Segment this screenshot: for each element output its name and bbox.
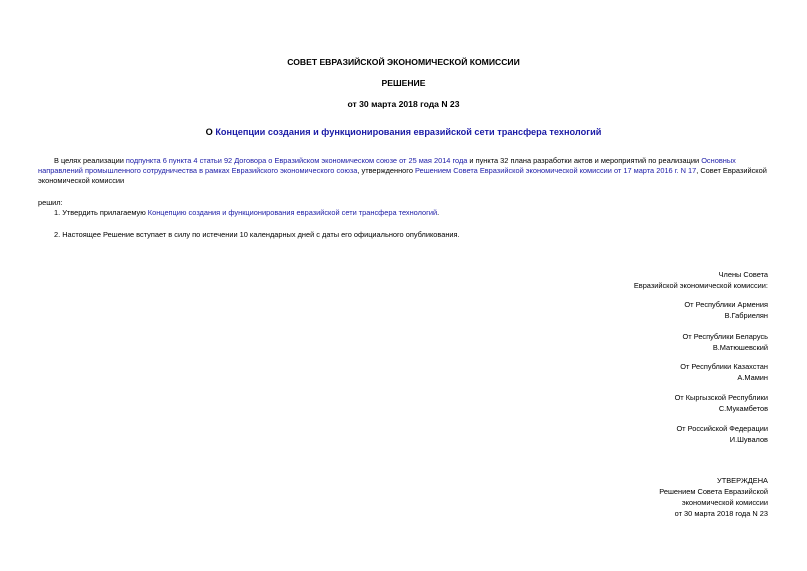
doc-title-prefix: О — [205, 127, 216, 137]
member-country: От Республики Беларусь — [682, 332, 768, 341]
preamble-text-3: , утвержденного — [357, 166, 415, 175]
item-1 — [38, 208, 770, 218]
member-name: В.Матюшевский — [712, 343, 768, 352]
item-2 — [38, 230, 770, 240]
approval-line-3: экономической комиссии — [681, 498, 768, 507]
member-russia — [508, 424, 768, 446]
link-treaty-article[interactable]: подпункта 6 пункта 4 статьи 92 Договора о Евразийском экономическом союзе от 25 мая 2014 года — [125, 156, 468, 165]
link-council-decision[interactable]: Решением Совета Евразийской экономической комиссии от 17 марта 2016 г. N 17 — [414, 166, 697, 175]
members-line-1: Члены Совета — [718, 270, 768, 279]
approval-line-4: от 30 марта 2018 года N 23 — [674, 509, 768, 518]
doc-date-heading: от 30 марта 2018 года N 23 — [347, 99, 460, 109]
member-country: От Республики Армения — [684, 300, 768, 309]
approval-line-2: Решением Совета Евразийской — [659, 487, 768, 496]
member-name: А.Мамин — [737, 373, 768, 382]
preamble-text-2: и пункта 32 плана разработки актов и мероприятий по реализации — [467, 156, 702, 165]
item-1-prefix: 1. Утвердить прилагаемую — [54, 208, 148, 217]
member-name: В.Габриелян — [724, 311, 768, 320]
member-belarus — [508, 332, 768, 354]
member-kazakhstan — [508, 362, 768, 384]
doc-type-heading: РЕШЕНИЕ — [381, 78, 426, 88]
member-armenia — [508, 300, 768, 322]
member-kyrgyzstan — [508, 393, 768, 415]
member-name: И.Шувалов — [729, 435, 768, 444]
approval-block — [508, 476, 768, 520]
preamble-text-1: В целях реализации — [54, 156, 126, 165]
preamble-text-4: , Совет Евразийской экономической комиссии — [38, 166, 767, 185]
org-heading: СОВЕТ ЕВРАЗИЙСКОЙ ЭКОНОМИЧЕСКОЙ КОМИССИИ — [287, 57, 520, 67]
link-concept[interactable]: Концепцию создания и функционирования евразийской сети трансфера технологий — [147, 208, 438, 217]
preamble-paragraph — [38, 156, 770, 186]
member-name: С.Мукамбетов — [718, 404, 768, 413]
link-industrial-cooperation[interactable]: Основных направлений промышленного сотрудничества в рамках Евразийского экономического союза — [38, 156, 736, 175]
member-country: От Российской Федерации — [676, 424, 768, 433]
item-1-suffix: . — [437, 208, 440, 217]
member-country: От Кыргызской Республики — [674, 393, 768, 402]
approval-line-1: УТВЕРЖДЕНА — [717, 476, 768, 485]
doc-title-link[interactable]: Концепции создания и функционирования евразийской сети трансфера технологий — [215, 127, 602, 137]
members-heading — [508, 270, 768, 292]
doc-title — [0, 126, 807, 138]
member-country: От Республики Казахстан — [680, 362, 768, 371]
decided-label: решил: — [38, 198, 63, 207]
members-line-2: Евразийской экономической комиссии: — [633, 281, 768, 290]
item-2-text: 2. Настоящее Решение вступает в силу по истечении 10 календарных дней с даты его официального опубликования. — [54, 230, 460, 239]
